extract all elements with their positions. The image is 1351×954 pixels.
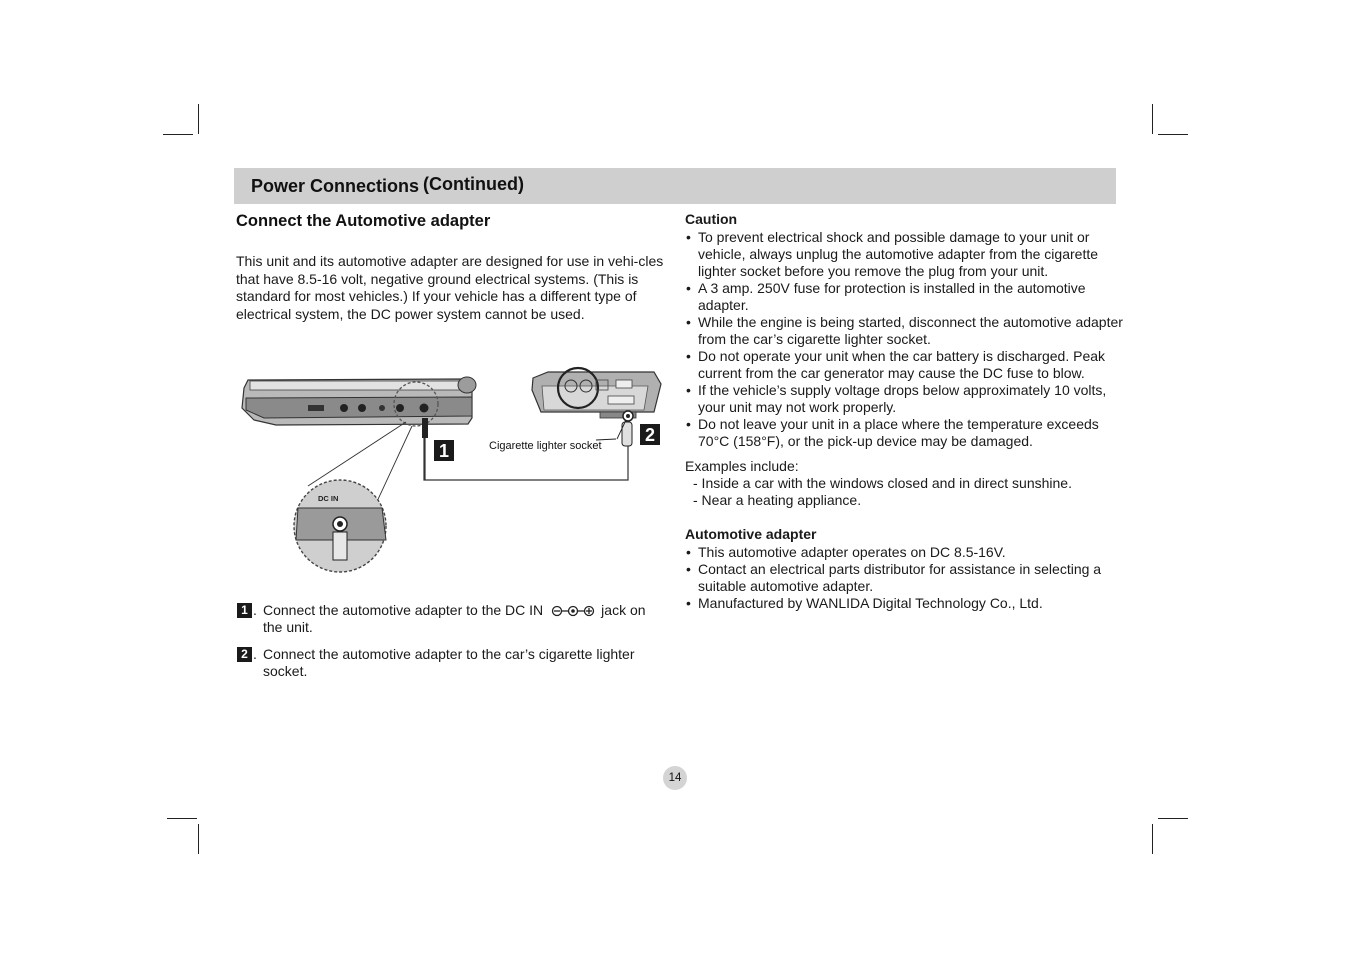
- crop-mark: [167, 818, 197, 819]
- connection-diagram: [236, 360, 666, 582]
- examples-block: [685, 458, 1125, 509]
- dc-jack-magnified: [294, 480, 386, 572]
- callout-label-1: 1: [438, 441, 450, 461]
- socket-label: Cigarette lighter socket: [489, 440, 602, 452]
- step-text: Connect the automotive adapter to the car’s cigarette lighter socket.: [263, 646, 635, 679]
- adapter-list: [685, 544, 1125, 612]
- left-column: [236, 212, 664, 323]
- crop-mark: [1152, 104, 1153, 134]
- step-text: jack on the unit.: [263, 602, 646, 635]
- list-item: - Near a heating appliance.: [693, 492, 862, 508]
- list-item: • Manufactured by WANLIDA Digital Technology Co., Ltd.: [685, 595, 1125, 612]
- steps-list: [236, 602, 666, 690]
- step-number: 1: [237, 603, 252, 618]
- list-item: • While the engine is being started, disconnect the automotive adapter from the car’s cigarette lighter socket.: [685, 314, 1125, 348]
- step-dot: .: [253, 646, 257, 662]
- crop-mark: [1152, 824, 1153, 854]
- step-dot: .: [253, 602, 257, 618]
- crop-mark: [198, 104, 199, 134]
- title-continued: (Continued): [423, 174, 524, 194]
- caution-heading: Caution: [685, 211, 738, 227]
- title-main: Power Connections: [251, 176, 420, 196]
- caution-list: [685, 229, 1125, 450]
- step-item: [236, 602, 666, 636]
- dc-polarity-icon: [551, 605, 595, 617]
- step-number: 2: [237, 647, 252, 662]
- list-item: • Do not operate your unit when the car battery is discharged. Peak current from the car generator may cause the DC fuse to blow.: [685, 348, 1125, 382]
- intro-paragraph: This unit and its automotive adapter are designed for use in vehi-cles that have 8.5-16 volt, negative ground electrical systems. (This is standard for most vehicles.) If your vehicle has a different type of electrical system, the DC power system cannot be used.: [236, 253, 664, 322]
- list-item: • To prevent electrical shock and possible damage to your unit or vehicle, always unplug the automotive adapter from the cigarette lighter socket before you remove the plug from your unit.: [685, 229, 1125, 280]
- list-item: • This automotive adapter operates on DC 8.5-16V.: [685, 544, 1125, 561]
- dcin-label: DC IN: [318, 494, 339, 503]
- adapter-heading: Automotive adapter: [685, 526, 817, 542]
- list-item: • Contact an electrical parts distributor for assistance in selecting a suitable automotive adapter.: [685, 561, 1125, 595]
- zoom-line: [374, 426, 412, 508]
- crop-mark: [163, 134, 193, 135]
- list-item: • Do not leave your unit in a place where the temperature exceeds 70°C (158°F), or the pick-up device may be damaged.: [685, 416, 1125, 450]
- callout-label-2: 2: [644, 425, 656, 445]
- crop-mark: [1158, 134, 1188, 135]
- subsection-title: Connect the Automotive adapter: [236, 212, 491, 230]
- list-item: • If the vehicle’s supply voltage drops below approximately 10 volts, your unit may not work properly.: [685, 382, 1125, 416]
- connection-illustration: [236, 360, 666, 582]
- zoom-line: [308, 422, 406, 486]
- right-column: [685, 211, 1125, 612]
- list-item: - Inside a car with the windows closed and in direct sunshine.: [693, 475, 1072, 491]
- step-item: [236, 646, 666, 680]
- section-header: [234, 168, 1116, 204]
- examples-heading: Examples include:: [685, 458, 799, 474]
- page-title: [251, 176, 524, 197]
- dvd-player-illustration: [242, 377, 476, 480]
- crop-mark: [198, 824, 199, 854]
- step-text: Connect the automotive adapter to the DC IN: [263, 602, 544, 618]
- page-number: 14: [663, 766, 687, 790]
- crop-mark: [1158, 818, 1188, 819]
- list-item: • A 3 amp. 250V fuse for protection is installed in the automotive adapter.: [685, 280, 1125, 314]
